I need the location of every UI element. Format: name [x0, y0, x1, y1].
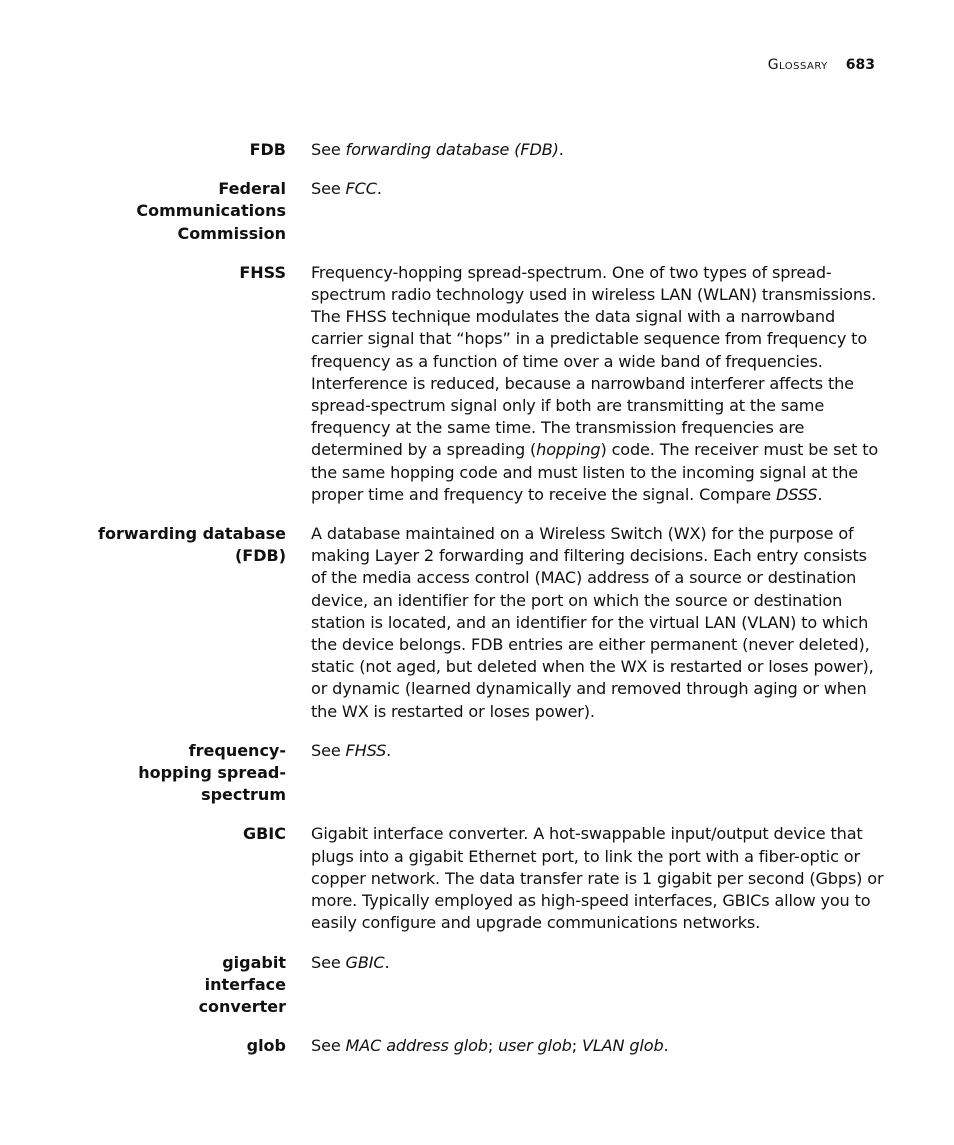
- glossary-entry-gbic: [80, 823, 886, 934]
- glossary-entry-fdb: [80, 139, 886, 161]
- cross-reference: FHSS: [345, 740, 387, 760]
- glossary-definition: See FHSS.: [311, 740, 392, 760]
- cross-reference: DSSS: [776, 484, 818, 504]
- glossary-definition: See GBIC.: [311, 952, 390, 972]
- glossary-term: FHSS: [239, 262, 286, 282]
- glossary-entry-frequency-hopping-spread-spectrum: [80, 740, 886, 807]
- running-head: [768, 56, 875, 74]
- cross-reference: MAC address glob: [345, 1036, 488, 1056]
- glossary-definition: A database maintained on a Wireless Switch (WX) for the purpose of making Layer 2 forwarding and filtering decisions. Each entry consists of the media access control (MAC) address of a source or destination device, an identifier for the port on which the source or destination station is located, and an identifier for the virtual LAN (VLAN) to which the device belongs. FDB entries are either permanent (never deleted), static (not aged, but deleted when the WX is restarted or loses power), or dynamic (learned dynamically and removed through aging or when the WX is restarted or loses power).: [311, 524, 874, 721]
- cross-reference: GBIC: [345, 952, 385, 972]
- glossary-entry-glob: [80, 1035, 886, 1057]
- glossary-definition: Frequency-hopping spread-spectrum. One of two types of spread-spectrum radio technology used in wireless LAN (WLAN) transmissions. The FHSS technique modulates the data signal with a narrowband carrier signal that “hops” in a predictable sequence from frequency to frequency as a function of time over a wide band of frequencies. Interference is reduced, because a narrowband interferer affects the spread-spectrum signal only if both are transmitting at the same frequency at the same time. The transmission frequencies are determined by a spreading (hopping) code. The receiver must be set to the same hopping code and must listen to the incoming signal at the proper time and frequency to receive the signal. Compare DSSS.: [311, 262, 879, 504]
- section-title: Glossary: [767, 57, 828, 73]
- glossary-term: Federal Communications Commission: [136, 179, 286, 243]
- glossary-term: forwarding database (FDB): [98, 524, 286, 566]
- glossary-entry-fhss: [80, 262, 886, 506]
- glossary-definition: See forwarding database (FDB).: [311, 140, 564, 159]
- glossary-entry-federal-communications-commission: [80, 178, 886, 245]
- cross-reference: user glob: [498, 1036, 572, 1056]
- glossary-definition: See FCC.: [311, 179, 382, 199]
- glossary-list: [80, 139, 886, 1057]
- page-number: 683: [845, 57, 875, 73]
- glossary-term: GBIC: [242, 824, 286, 844]
- cross-reference: VLAN glob: [581, 1036, 664, 1056]
- glossary-term: FDB: [249, 140, 286, 159]
- glossary-term: glob: [246, 1036, 286, 1056]
- cross-reference: forwarding database (FDB): [345, 140, 559, 159]
- glossary-definition: Gigabit interface converter. A hot-swappable input/output device that plugs into a gigabit Ethernet port, to link the port with a fiber-optic or copper network. The data transfer rate is 1 gigabit per second (Gbps) or more. Typically employed as high-speed interfaces, GBICs allow you to easily configure and upgrade communications networks.: [311, 824, 884, 933]
- glossary-term: gigabit interface converter: [198, 952, 286, 1016]
- glossary-term: frequency-hopping spread-spectrum: [138, 740, 286, 805]
- glossary-entry-forwarding-database: [80, 523, 886, 723]
- cross-reference: FCC: [345, 179, 377, 199]
- emphasis-term: hopping: [536, 440, 601, 460]
- glossary-entry-gigabit-interface-converter: [80, 952, 886, 1019]
- glossary-definition: See MAC address glob; user glob; VLAN glob.: [311, 1036, 669, 1056]
